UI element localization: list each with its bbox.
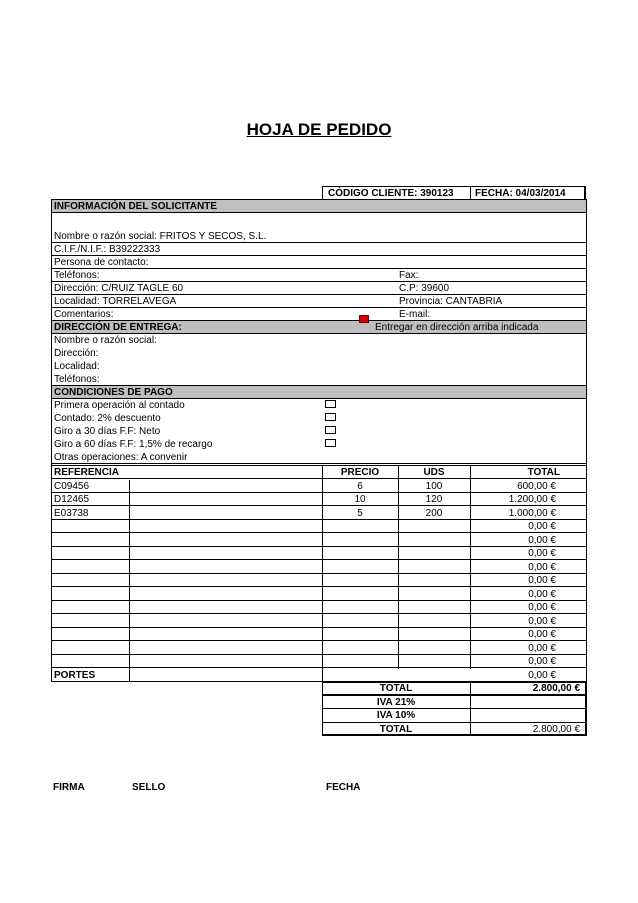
section-header-solicitante: INFORMACIÓN DEL SOLICITANTE bbox=[54, 201, 217, 212]
cell-total: 0,00 € bbox=[528, 642, 556, 654]
cell-precio bbox=[322, 601, 398, 614]
cell-referencia bbox=[54, 561, 129, 574]
table-row bbox=[52, 547, 586, 560]
totals-label: IVA 21% bbox=[376, 696, 416, 708]
cell-precio bbox=[322, 534, 398, 547]
pago-option-1: Primera operación al contado bbox=[54, 400, 185, 411]
form-row bbox=[52, 360, 586, 373]
cell-referencia bbox=[54, 574, 129, 587]
entrega-option-label: Entregar en dirección arriba indicada bbox=[375, 322, 539, 333]
cell-referencia bbox=[54, 615, 129, 628]
form-row bbox=[52, 451, 586, 464]
form-row bbox=[52, 438, 586, 451]
solicitante-cp: C.P: 39600 bbox=[399, 283, 450, 294]
firma-label: FIRMA bbox=[53, 782, 85, 793]
cell-referencia: D12465 bbox=[54, 494, 90, 505]
cell-precio: 6 bbox=[357, 480, 363, 492]
table-row bbox=[52, 480, 586, 493]
cell-referencia bbox=[54, 642, 129, 655]
totals-row bbox=[322, 723, 587, 737]
cell-referencia bbox=[54, 588, 129, 601]
client-code: CÓDIGO CLIENTE: 390123 bbox=[328, 188, 454, 199]
form-row bbox=[52, 295, 586, 308]
col-header-referencia: REFERENCIA bbox=[54, 467, 120, 478]
pago-option-4: Giro a 60 días F.F: 1,5% de recargo bbox=[54, 439, 213, 450]
cell-uds bbox=[398, 655, 470, 668]
pago-option-5: Otras operaciones: A convenir bbox=[54, 452, 188, 463]
cell-precio bbox=[322, 615, 398, 628]
client-code-box bbox=[322, 186, 586, 200]
pago-option-2: Contado: 2% descuento bbox=[54, 413, 161, 424]
solicitante-nombre: Nombre o razón social: FRITOS Y SECOS, S.L. bbox=[54, 231, 267, 242]
table-row bbox=[52, 534, 586, 547]
table-row bbox=[52, 628, 586, 641]
cell-uds: 120 bbox=[425, 494, 443, 505]
solicitante-email: E-mail: bbox=[399, 309, 431, 320]
cell-total: 0,00 € bbox=[528, 629, 556, 640]
form-row bbox=[52, 399, 586, 412]
cell-total: 0,00 € bbox=[528, 548, 556, 559]
cell-referencia bbox=[54, 628, 129, 641]
cell-uds bbox=[398, 547, 470, 560]
cell-total: 600,00 € bbox=[517, 480, 556, 492]
entrega-checkbox-checked[interactable] bbox=[359, 315, 369, 323]
cell-total: 1.000,00 € bbox=[508, 507, 556, 519]
table-row bbox=[52, 615, 586, 628]
cell-precio bbox=[322, 588, 398, 601]
cell-total: 0,00 € bbox=[528, 602, 556, 613]
cell-uds bbox=[398, 574, 470, 587]
cell-referencia bbox=[54, 547, 129, 560]
cell-total: 1.200,00 € bbox=[508, 494, 556, 505]
totals-value: 2.800,00 € bbox=[532, 723, 580, 735]
table-row bbox=[52, 655, 586, 668]
solicitante-cif: C.I.F./N.I.F.: B39222333 bbox=[54, 244, 161, 255]
cell-uds bbox=[398, 588, 470, 601]
entrega-nombre: Nombre o razón social: bbox=[54, 335, 157, 346]
cell-precio bbox=[322, 561, 398, 574]
section-header-entrega: DIRECCIÓN DE ENTREGA: bbox=[54, 322, 182, 333]
table-row bbox=[52, 520, 586, 533]
cell-precio bbox=[322, 547, 398, 560]
cell-referencia bbox=[54, 534, 129, 547]
portes-label: PORTES bbox=[54, 669, 96, 681]
solicitante-provincia: Provincia: CANTABRIA bbox=[399, 296, 503, 307]
table-row bbox=[52, 493, 586, 506]
table-row bbox=[52, 601, 586, 614]
cell-uds bbox=[398, 601, 470, 614]
table-row bbox=[52, 561, 586, 574]
solicitante-fax: Fax: bbox=[399, 270, 419, 281]
portes-row bbox=[52, 669, 586, 682]
cell-total: 0,00 € bbox=[528, 656, 556, 667]
solicitante-direccion: Dirección: C/RUIZ TAGLE 60 bbox=[54, 283, 184, 294]
totals-row bbox=[322, 709, 587, 723]
table-header-row bbox=[52, 466, 586, 479]
form-row bbox=[52, 230, 586, 243]
pago-option-3: Giro a 30 días F.F: Neto bbox=[54, 426, 161, 437]
cell-precio bbox=[322, 655, 398, 668]
solicitante-persona: Persona de contacto: bbox=[54, 257, 149, 268]
form-row bbox=[52, 373, 586, 386]
totals-label: IVA 10% bbox=[376, 710, 416, 721]
form-row bbox=[52, 269, 586, 282]
cell-total: 0,00 € bbox=[528, 575, 556, 586]
totals-value: 2.800,00 € bbox=[532, 683, 580, 694]
section-header-pago: CONDICIONES DE PAGO bbox=[54, 387, 173, 398]
solicitante-telefonos: Teléfonos: bbox=[54, 270, 100, 281]
cell-total: 0,00 € bbox=[528, 521, 556, 532]
form-row bbox=[52, 425, 586, 438]
table-row bbox=[52, 574, 586, 587]
table-row bbox=[52, 642, 586, 655]
form-row bbox=[52, 308, 586, 321]
cell-uds bbox=[398, 520, 470, 533]
cell-uds bbox=[398, 615, 470, 628]
entrega-localidad: Localidad: bbox=[54, 361, 100, 372]
checkbox-pago-1[interactable] bbox=[325, 400, 336, 408]
table-row bbox=[52, 588, 586, 601]
checkbox-pago-3[interactable] bbox=[325, 426, 336, 434]
cell-total: 0,00 € bbox=[528, 534, 556, 546]
totals-label: TOTAL bbox=[379, 723, 413, 735]
form-row bbox=[52, 347, 586, 360]
totals-row bbox=[322, 682, 587, 696]
cell-uds bbox=[398, 642, 470, 655]
cell-precio: 5 bbox=[357, 507, 363, 519]
cell-total: 0,00 € bbox=[528, 615, 556, 627]
cell-precio bbox=[322, 520, 398, 533]
form-row bbox=[52, 386, 586, 399]
cell-referencia: C09456 bbox=[54, 480, 90, 492]
cell-referencia bbox=[54, 655, 129, 668]
portes-total: 0,00 € bbox=[528, 669, 556, 681]
solicitante-localidad: Localidad: TORRELAVEGA bbox=[54, 296, 177, 307]
cell-uds: 100 bbox=[425, 480, 443, 492]
cell-total: 0,00 € bbox=[528, 588, 556, 600]
cell-precio bbox=[322, 628, 398, 641]
checkbox-pago-2[interactable] bbox=[325, 413, 336, 421]
form-row bbox=[52, 200, 586, 213]
table-row bbox=[52, 507, 586, 520]
totals-row bbox=[322, 696, 587, 710]
sello-label: SELLO bbox=[132, 782, 166, 793]
form-row bbox=[52, 243, 586, 256]
cell-referencia bbox=[54, 520, 129, 533]
col-header-precio: PRECIO bbox=[340, 467, 380, 478]
cell-uds: 200 bbox=[425, 507, 443, 519]
cell-referencia bbox=[54, 601, 129, 614]
form-row bbox=[52, 282, 586, 295]
cell-precio: 10 bbox=[354, 494, 366, 505]
cell-uds bbox=[398, 534, 470, 547]
form-row bbox=[52, 334, 586, 347]
cell-uds bbox=[398, 561, 470, 574]
cell-referencia: E03738 bbox=[54, 507, 89, 519]
checkbox-pago-4[interactable] bbox=[325, 439, 336, 447]
form-row bbox=[52, 256, 586, 269]
form-row bbox=[52, 412, 586, 425]
cell-total: 0,00 € bbox=[528, 561, 556, 573]
totals-label: TOTAL bbox=[379, 683, 413, 694]
cell-precio bbox=[322, 574, 398, 587]
col-header-total: TOTAL bbox=[527, 467, 560, 478]
col-header-uds: UDS bbox=[423, 467, 445, 478]
entrega-telefonos: Teléfonos: bbox=[54, 374, 100, 385]
solicitante-comentarios: Comentarios: bbox=[54, 309, 114, 320]
order-date: FECHA: 04/03/2014 bbox=[475, 188, 566, 199]
form-row bbox=[52, 321, 586, 334]
page-title: HOJA DE PEDIDO bbox=[246, 120, 392, 139]
cell-precio bbox=[322, 642, 398, 655]
entrega-direccion: Dirección: bbox=[54, 348, 99, 359]
cell-uds bbox=[398, 628, 470, 641]
fecha-label: FECHA bbox=[326, 782, 361, 793]
